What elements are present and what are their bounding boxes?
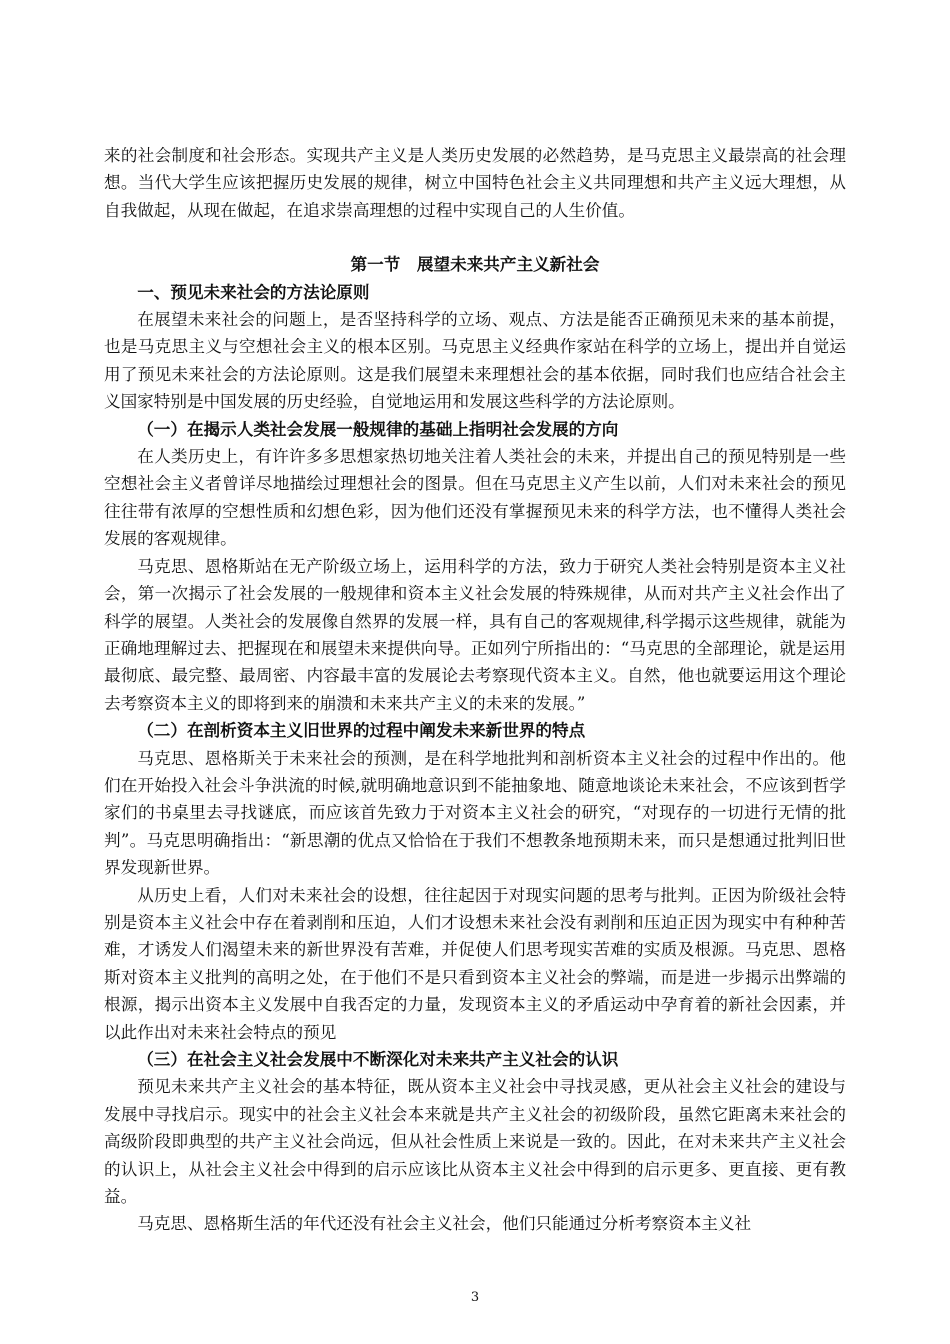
section-title: 第一节 展望未来共产主义新社会 xyxy=(350,255,600,275)
subheading-1: （一）在揭示人类社会发展一般规律的基础上指明社会发展的方向 xyxy=(137,419,619,439)
paragraph-2: 在人类历史上，有许许多多思想家热切地关注着人类社会的未来，并提出自己的预见特别是一些空想社会主义者曾详尽地描绘过理想社会的图景。但在马克思主义产生以前，人们对未来社会的预见往往带有浓厚的空想性质和幻想色彩，因为他们还没有掌握预见未来的科学方法，也不懂得人类社会发展的客观规律。 xyxy=(104,447,846,549)
intro-paragraph: 来的社会制度和社会形态。实现共产主义是人类历史发展的必然趋势，是马克思主义最崇高的社会理想。当代大学生应该把握历史发展的规律，树立中国特色社会主义共同理想和共产主义远大理想，从自我做起，从现在做起，在追求崇高理想的过程中实现自己的人生价值。 xyxy=(104,146,846,220)
paragraph-5: 从历史上看，人们对未来社会的设想，往往起因于对现实问题的思考与批判。正因为阶级社会特别是资本主义社会中存在着剥削和压迫，人们才设想未来社会没有剥削和压迫正因为现实中有种种苦难，才诱发人们渴望未来的新世界没有苦难，并促使人们思考现实苦难的实质及根源。马克思、恩格斯对资本主义批判的高明之处，在于他们不是只看到资本主义社会的弊端，而是进一步揭示出弊端的根源，揭示出资本主义发展中自我否定的力量，发现资本主义的矛盾运动中孕育着的新社会因素，并以此作出对未来社会特点的预见 xyxy=(104,885,846,1042)
paragraph-6: 预见未来共产主义社会的基本特征，既从资本主义社会中寻找灵感，更从社会主义社会的建设与发展中寻找启示。现实中的社会主义社会本来就是共产主义社会的初级阶段，虽然它距离未来社会的高级阶段即典型的共产主义社会尚远，但从社会性质上来说是一致的。因此，在对未来共产主义社会的认识上，从社会主义社会中得到的启示应该比从资本主义社会中得到的启示更多、更直接、更有教益。 xyxy=(104,1077,846,1207)
page-number: 3 xyxy=(470,1290,480,1305)
paragraph-1: 在展望未来社会的问题上，是否坚持科学的立场、观点、方法是能否正确预见未来的基本前提，也是马克思主义与空想社会主义的根本区别。马克思主义经典作家站在科学的立场上，提出并自觉运用了预见未来社会的方法论原则。这是我们展望未来理想社会的基本依据，同时我们也应结合社会主义国家特别是中国发展的历史经验，自觉地运用和发展这些科学的方法论原则。 xyxy=(104,310,846,412)
subheading-3: （三）在社会主义社会发展中不断深化对未来共产主义社会的认识 xyxy=(137,1050,619,1069)
spacer xyxy=(104,224,846,251)
subheading-2: （二）在剖析资本主义旧世界的过程中阐发未来新世界的特点 xyxy=(137,721,586,741)
paragraph-7: 马克思、恩格斯生活的年代还没有社会主义社会，他们只能通过分析考察资本主义社 xyxy=(137,1214,752,1234)
heading-methodology: 一、预见未来社会的方法论原则 xyxy=(137,282,370,302)
paragraph-3: 马克思、恩格斯站在无产阶级立场上，运用科学的方法，致力于研究人类社会特别是资本主义社会，第一次揭示了社会发展的一般规律和资本主义社会发展的特殊规律，从而对共产主义社会作出了科学的展望。人类社会的发展像自然界的发展一样，具有自己的客观规律,科学揭示这些规律，就能为正确地理解过去、把握现在和展望未来提供向导。正如列宁所指出的：“马克思的全部理论，就是运用最彻底、最完整、最周密、内容最丰富的发展论去考察现代资本主义。自然，他也就要运用这个理论去考察资本主义的即将到来的崩溃和未来共产主义的未来的发展。” xyxy=(104,556,846,713)
document-body xyxy=(104,142,846,1238)
paragraph-4: 马克思、恩格斯关于未来社会的预测，是在科学地批判和剖析资本主义社会的过程中作出的。他们在开始投入社会斗争洪流的时候,就明确地意识到不能抽象地、随意地谈论未来社会，不应该到哲学家们的书桌里去寻找谜底，而应该首先致力于对资本主义社会的研究，“对现存的一切进行无情的批判”。马克思明确指出：“新思潮的优点又恰恰在于我们不想教条地预期未来，而只是想通过批判旧世界发现新世界。 xyxy=(104,748,846,878)
